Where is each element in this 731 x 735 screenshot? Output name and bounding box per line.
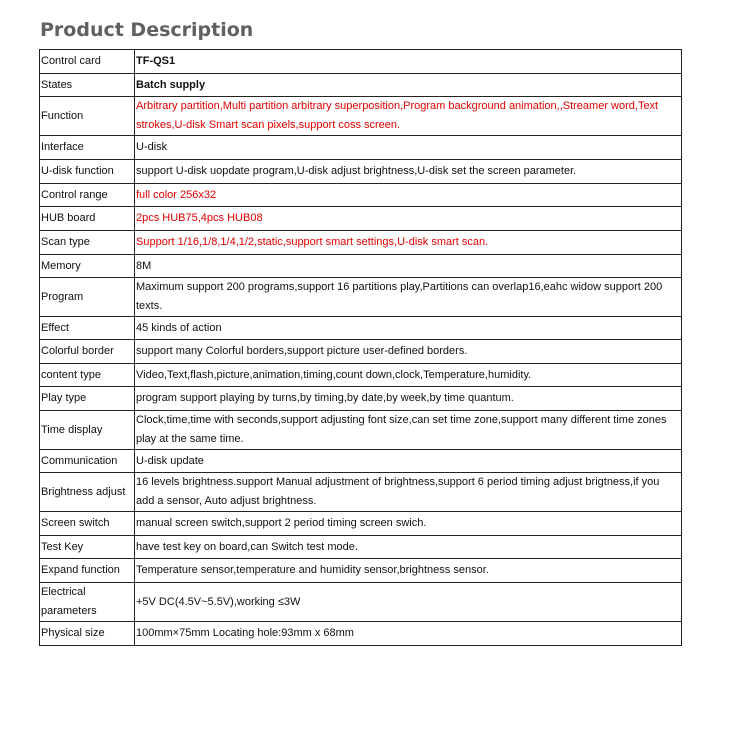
spec-row [40, 50, 682, 74]
spec-label: Time display [40, 411, 135, 450]
spec-label: Electrical parameters [40, 583, 135, 622]
spec-table-body [40, 50, 682, 646]
spec-value: 16 levels brightness.support Manual adjustment of brightness,support 6 period timing adjust brigtness,if you add a sensor, Auto adjust brightness. [135, 473, 682, 512]
spec-row [40, 74, 682, 97]
spec-label: Interface [40, 136, 135, 160]
spec-value: +5V DC(4.5V~5.5V),working ≤3W [135, 583, 682, 622]
spec-row [40, 473, 682, 512]
spec-label: Expand function [40, 559, 135, 583]
spec-label: Program [40, 278, 135, 317]
spec-value: support U-disk uopdate program,U-disk adjust brightness,U-disk set the screen parameter. [135, 160, 682, 184]
spec-row [40, 136, 682, 160]
spec-value: TF-QS1 [135, 50, 682, 74]
spec-value: 8M [135, 255, 682, 278]
spec-label: Play type [40, 387, 135, 411]
spec-row [40, 207, 682, 231]
spec-label: Colorful border [40, 340, 135, 364]
spec-value: U-disk update [135, 450, 682, 473]
spec-label: Test Key [40, 536, 135, 559]
spec-label: Memory [40, 255, 135, 278]
spec-value: support many Colorful borders,support picture user-defined borders. [135, 340, 682, 364]
spec-row [40, 411, 682, 450]
spec-label: States [40, 74, 135, 97]
spec-label: Scan type [40, 231, 135, 255]
spec-row [40, 512, 682, 536]
spec-label: Control card [40, 50, 135, 74]
spec-label: HUB board [40, 207, 135, 231]
spec-label: Effect [40, 317, 135, 340]
spec-row [40, 536, 682, 559]
spec-label: Brightness adjust [40, 473, 135, 512]
spec-label: Function [40, 97, 135, 136]
spec-value: Clock,time,time with seconds,support adjusting font size,can set time zone,support many different time zones play at the same time. [135, 411, 682, 450]
spec-value: 2pcs HUB75,4pcs HUB08 [135, 207, 682, 231]
spec-value: program support playing by turns,by timing,by date,by week,by time quantum. [135, 387, 682, 411]
spec-value: Temperature sensor,temperature and humidity sensor,brightness sensor. [135, 559, 682, 583]
spec-row [40, 255, 682, 278]
spec-row [40, 559, 682, 583]
spec-label: U-disk function [40, 160, 135, 184]
spec-row [40, 160, 682, 184]
spec-value: 100mm×75mm Locating hole:93mm x 68mm [135, 622, 682, 646]
spec-value: 45 kinds of action [135, 317, 682, 340]
spec-value: manual screen switch,support 2 period timing screen swich. [135, 512, 682, 536]
spec-row [40, 622, 682, 646]
page-title: Product Description [40, 19, 254, 41]
spec-row [40, 364, 682, 387]
spec-value: full color 256x32 [135, 184, 682, 207]
spec-label: Communication [40, 450, 135, 473]
spec-value: Arbitrary partition,Multi partition arbitrary superposition,Program background animation,,Streamer word,Text strokes,U-disk Smart scan pixels,support coss screen. [135, 97, 682, 136]
spec-value: Maximum support 200 programs,support 16 partitions play,Partitions can overlap16,eahc widow support 200 texts. [135, 278, 682, 317]
spec-row [40, 278, 682, 317]
spec-label: Screen switch [40, 512, 135, 536]
spec-value: U-disk [135, 136, 682, 160]
spec-value: Support 1/16,1/8,1/4,1/2,static,support smart settings,U-disk smart scan. [135, 231, 682, 255]
spec-row [40, 317, 682, 340]
spec-value: have test key on board,can Switch test mode. [135, 536, 682, 559]
spec-row [40, 184, 682, 207]
spec-row [40, 583, 682, 622]
spec-value: Batch supply [135, 74, 682, 97]
spec-row [40, 97, 682, 136]
spec-row [40, 387, 682, 411]
spec-label: content type [40, 364, 135, 387]
spec-row [40, 231, 682, 255]
spec-value: Video,Text,flash,picture,animation,timing,count down,clock,Temperature,humidity. [135, 364, 682, 387]
spec-label: Control range [40, 184, 135, 207]
spec-table [39, 49, 682, 646]
spec-label: Physical size [40, 622, 135, 646]
spec-row [40, 340, 682, 364]
spec-row [40, 450, 682, 473]
